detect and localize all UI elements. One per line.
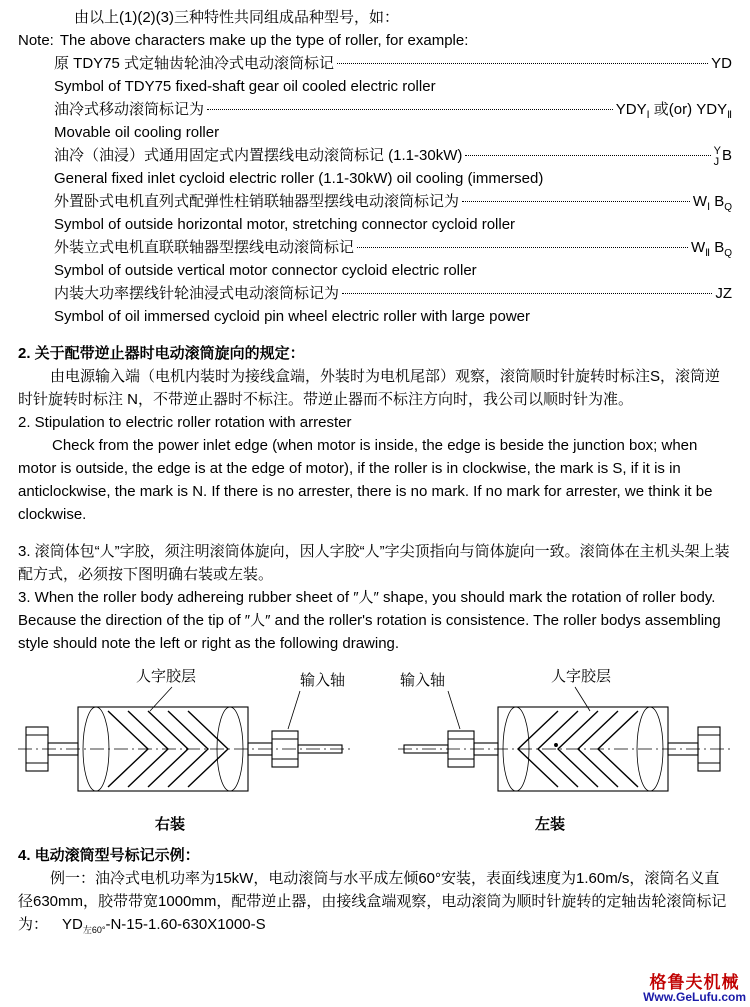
note-entry-5-code-tail-sub: Q bbox=[724, 248, 732, 260]
leader-dots bbox=[462, 201, 690, 202]
section-3-body-cn: 3. 滚筒体包“人”字胶，须注明滚筒体旋向，因人字胶“人”字尖顶指向与筒体旋向一致。滚筒体在主机头架上装配方式，必须按下图明确右装或左装。 bbox=[18, 543, 730, 584]
section-4-mark bbox=[62, 916, 266, 936]
right-caption: 左装 bbox=[535, 816, 566, 834]
note-entry-2-code-sub2: Ⅱ bbox=[727, 110, 732, 121]
section-4-mark-prefix: YD bbox=[62, 916, 83, 934]
leader-dots bbox=[207, 109, 613, 110]
section-2-heading-en: 2. Stipulation to electric roller rotation with arrester bbox=[18, 414, 352, 432]
section-3-body-en: 3. When the roller body adhereing rubber sheet of ″人″ shape, you should mark the rotation of roller body. Because the direction of the tip of ″人″ and the roller's rotation is consistence. The roller bodys assembling style should note the left or right as the following drawing. bbox=[18, 589, 721, 653]
note-entry-1-cn: 原 TDY75 式定轴齿轮油冷式电动滚筒标记 bbox=[54, 55, 335, 72]
right-rubber-label: 人字胶层 bbox=[551, 668, 612, 686]
note-entry-3-code-stack bbox=[714, 146, 721, 168]
section-4-heading-cn: 4. 电动滚筒型号标记示例： bbox=[18, 847, 200, 865]
note-entry-2-code bbox=[616, 98, 732, 121]
note-entry-5-en: Symbol of outside vertical motor connector cycloid electric roller bbox=[54, 262, 477, 280]
note-entry-2-code-mid: 或(or) bbox=[653, 101, 693, 118]
section-2-body-cn: 由电源输入端（电机内装时为接线盒端，外装时为电机尾部）观察，滚筒顺时针旋转时标注S，滚筒逆时针旋转时标注 N，不带逆止器时不标注。带逆止器而不标注方向时，我公司以顺时针为准。 bbox=[18, 368, 721, 409]
note-entry-4-code bbox=[693, 193, 732, 213]
note-entry-4-cn: 外置卧式电机直列式配弹性柱销联轴器型摆线电动滚筒标记为 bbox=[54, 193, 460, 211]
note-entry-1-code: YD bbox=[711, 55, 732, 72]
leader-dots bbox=[465, 155, 710, 156]
note-entry-5-code-sub: Ⅱ bbox=[705, 248, 711, 260]
note-entry-3-cn-row bbox=[54, 144, 732, 167]
note-entry-4-code-sub: Ⅰ bbox=[707, 202, 711, 214]
note-entry-1-cn-row bbox=[54, 52, 732, 75]
note-entry-6-en: Symbol of oil immersed cycloid pin wheel electric roller with large power bbox=[54, 308, 531, 326]
note-entry-2-en: Movable oil cooling roller bbox=[54, 124, 220, 141]
note-entry-6-code: JZ bbox=[715, 285, 732, 303]
note-entry-4-code-main: W bbox=[692, 193, 708, 211]
note-heading-cn-row bbox=[18, 6, 732, 29]
note-entry-2-code-main: YDY bbox=[615, 101, 647, 118]
note-entry-1-en: Symbol of TDY75 fixed-shaft gear oil cooled electric roller bbox=[54, 78, 436, 95]
note-entry-6-cn: 内装大功率摆线针轮油浸式电动滚筒标记为 bbox=[54, 285, 340, 303]
section-2-body-en: Check from the power inlet edge (when motor is inside, the edge is beside the junction box; when motor is outside, the edge is at the edge of motor), if the roller is in clockwise, the mark is S, if it is in anticlockwise, the mark is N. If there is no arrester, there is no mark. If no mark for arrester, we think it be clockwise. bbox=[18, 437, 713, 524]
watermark-url: Www.GeLufu.com bbox=[643, 990, 746, 1004]
note-heading-cn: 由以上(1)(2)(3)三种特性共同组成品种型号，如： bbox=[74, 9, 399, 26]
note-entry-4-cn-row bbox=[54, 190, 732, 213]
note-heading-en-row bbox=[18, 29, 732, 52]
left-caption: 右装 bbox=[155, 816, 186, 834]
note-label-prefix: Note: bbox=[18, 32, 54, 49]
note-entry-5-en-row bbox=[54, 259, 732, 282]
note-entry-3-code bbox=[714, 145, 732, 167]
left-shaft-label: 输入轴 bbox=[300, 672, 346, 690]
note-entry-5-cn-row bbox=[54, 236, 732, 259]
section-4-body-text: 例一：油冷式电机功率为15kW，电动滚筒与水平成左倾60°安装，表面线速度为1.60m/s，滚筒名义直径630mm，胶带带宽1000mm，配带逆止器，由接线盒端观察，电动滚筒为顺时针旋转的定轴齿轮滚筒标记为： bbox=[18, 870, 727, 934]
section-4-body-cn bbox=[18, 867, 732, 942]
section-4-mark-sub: 左60° bbox=[82, 925, 106, 936]
note-entry-3-code-tail: B bbox=[721, 147, 732, 164]
section-4 bbox=[0, 844, 750, 942]
leader-dots bbox=[342, 293, 712, 294]
watermark-company: 格鲁夫机械 bbox=[649, 973, 740, 992]
section-2-heading-cn: 2. 关于配带逆止器时电动滚筒旋向的规定： bbox=[18, 345, 305, 363]
note-entry-2-code-alt: YDY bbox=[696, 101, 728, 118]
note-entry-5-cn: 外装立式电机直联联轴器型摆线电动滚筒标记 bbox=[54, 239, 355, 257]
note-entry-3-cn: 油冷（油浸）式通用固定式内置摆线电动滚筒标记 (1.1-30kW) bbox=[54, 147, 463, 164]
note-entry-4-en: Symbol of outside horizontal motor, stretching connector cycloid roller bbox=[54, 216, 516, 234]
note-entry-5-code-tail: B bbox=[714, 239, 725, 257]
left-rubber-label: 人字胶层 bbox=[136, 668, 197, 686]
note-entry-6-cn-row bbox=[54, 282, 732, 305]
note-entry-3-code-top: Y bbox=[713, 145, 721, 158]
note-entry-4-code-tail: B bbox=[714, 193, 725, 211]
note-entry-5-code bbox=[691, 239, 732, 259]
right-shaft-label: 输入轴 bbox=[400, 672, 446, 690]
note-entry-1-en-row bbox=[54, 75, 732, 98]
assembly-figure bbox=[0, 665, 750, 840]
watermark bbox=[643, 975, 746, 1005]
note-entry-3-en: General fixed inlet cycloid electric roller (1.1-30kW) oil cooling (immersed) bbox=[54, 170, 544, 188]
section-3 bbox=[0, 540, 750, 655]
note-entry-3-code-bot: J bbox=[713, 156, 720, 169]
note-entry-4-en-row bbox=[54, 213, 732, 236]
note-entry-3-en-row bbox=[54, 167, 732, 190]
section-4-mark-suffix: -N-15-1.60-630X1000-S bbox=[105, 916, 266, 934]
note-entry-2-cn-row bbox=[54, 98, 732, 121]
note-entry-2-cn: 油冷式移动滚筒标记为 bbox=[54, 101, 205, 118]
note-entry-2-en-row bbox=[54, 121, 732, 144]
leader-dots bbox=[357, 247, 688, 248]
note-entry-4-code-tail-sub: Q bbox=[724, 202, 732, 214]
note-entry-5-code-main: W bbox=[690, 239, 706, 257]
note-block bbox=[0, 0, 750, 328]
leader-dots bbox=[337, 63, 708, 64]
note-heading-en: The above characters make up the type of roller, for example: bbox=[59, 32, 469, 49]
assembly-drawing-svg bbox=[0, 665, 750, 843]
section-2 bbox=[0, 342, 750, 526]
note-entry-2-code-sub1: Ⅰ bbox=[646, 110, 650, 121]
note-entry-6-en-row bbox=[54, 305, 732, 328]
